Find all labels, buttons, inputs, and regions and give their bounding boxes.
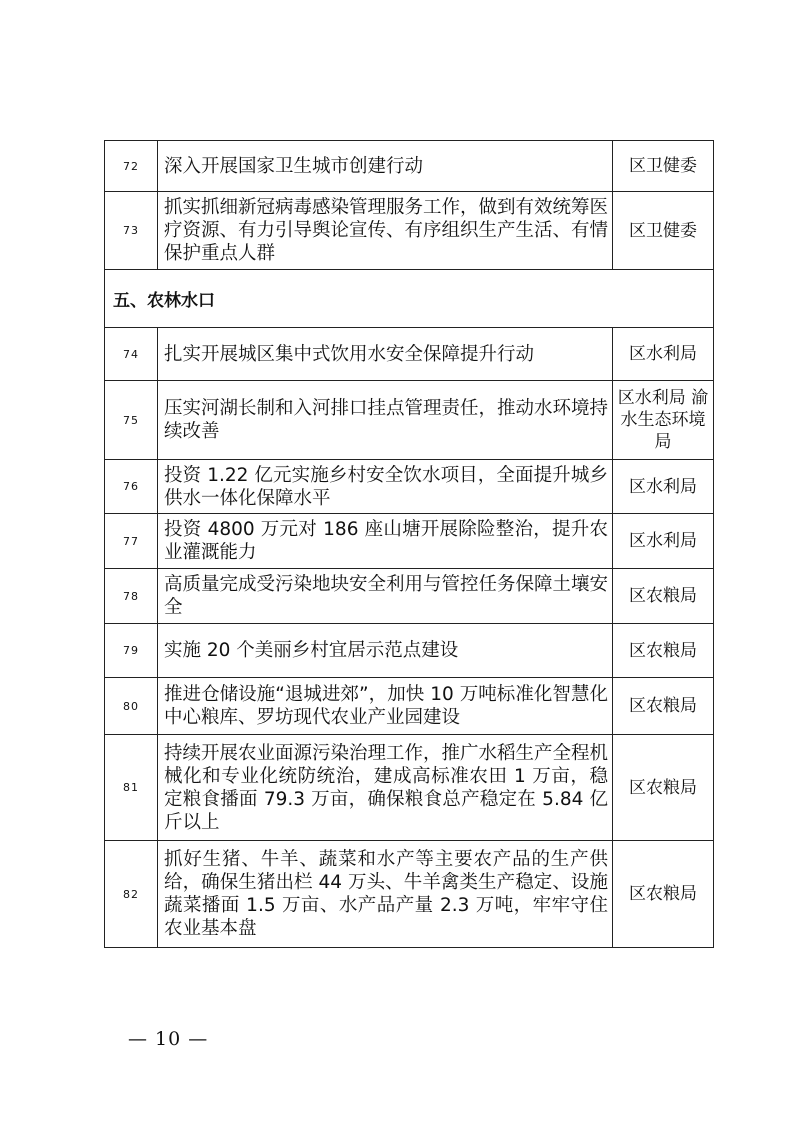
table-row: [105, 569, 714, 624]
page-number: — 10 —: [128, 1028, 209, 1050]
responsible-dept: 区水利局: [613, 514, 714, 569]
table-row: [105, 328, 714, 381]
responsible-dept: 区水利局: [613, 328, 714, 381]
task-content: 扎实开展城区集中式饮用水安全保障提升行动: [158, 328, 613, 381]
responsible-dept: 区卫健委: [613, 141, 714, 192]
responsible-dept: 区水利局: [613, 460, 714, 514]
section-title: 五、农林水口: [105, 270, 714, 328]
responsible-dept: 区农粮局: [613, 624, 714, 678]
responsible-dept: 区农粮局: [613, 678, 714, 735]
table-row: [105, 192, 714, 270]
table-row: [105, 841, 714, 948]
section-row: [105, 270, 714, 328]
row-number: 79: [105, 624, 158, 678]
row-number: 75: [105, 381, 158, 460]
table-row: [105, 735, 714, 841]
task-content: 推进仓储设施“退城进郊”，加快 10 万吨标准化智慧化中心粮库、罗坊现代农业产业园建设: [158, 678, 613, 735]
task-content: 投资 4800 万元对 186 座山塘开展除险整治，提升农业灌溉能力: [158, 514, 613, 569]
row-number: 74: [105, 328, 158, 381]
task-content: 实施 20 个美丽乡村宜居示范点建设: [158, 624, 613, 678]
task-content: 高质量完成受污染地块安全利用与管控任务保障土壤安全: [158, 569, 613, 624]
task-content: 抓好生猪、牛羊、蔬菜和水产等主要农产品的生产供给，确保生猪出栏 44 万头、牛羊禽类生产稳定、设施蔬菜播面 1.5 万亩、水产品产量 2.3 万吨，牢牢守住农业基本盘: [158, 841, 613, 948]
task-content: 压实河湖长制和入河排口挂点管理责任，推动水环境持续改善: [158, 381, 613, 460]
row-number: 76: [105, 460, 158, 514]
table-row: [105, 514, 714, 569]
row-number: 81: [105, 735, 158, 841]
row-number: 80: [105, 678, 158, 735]
table-row: [105, 678, 714, 735]
responsible-dept: 区农粮局: [613, 569, 714, 624]
row-number: 77: [105, 514, 158, 569]
responsible-dept: 区卫健委: [613, 192, 714, 270]
row-number: 82: [105, 841, 158, 948]
table-row: [105, 381, 714, 460]
task-content: 投资 1.22 亿元实施乡村安全饮水项目，全面提升城乡供水一体化保障水平: [158, 460, 613, 514]
responsible-dept: 区农粮局: [613, 841, 714, 948]
task-content: 持续开展农业面源污染治理工作，推广水稻生产全程机械化和专业化统防统治，建成高标准农田 1 万亩，稳定粮食播面 79.3 万亩，确保粮食总产稳定在 5.84 亿斤以上: [158, 735, 613, 841]
responsible-dept: 区水利局 渝水生态环境局: [613, 381, 714, 460]
table-row: [105, 624, 714, 678]
row-number: 73: [105, 192, 158, 270]
row-number: 78: [105, 569, 158, 624]
task-content: 深入开展国家卫生城市创建行动: [158, 141, 613, 192]
row-number: 72: [105, 141, 158, 192]
task-content: 抓实抓细新冠病毒感染管理服务工作，做到有效统筹医疗资源、有力引导舆论宣传、有序组织生产生活、有情保护重点人群: [158, 192, 613, 270]
responsible-dept: 区农粮局: [613, 735, 714, 841]
table-row: [105, 141, 714, 192]
table-row: [105, 460, 714, 514]
task-table: [104, 140, 714, 948]
